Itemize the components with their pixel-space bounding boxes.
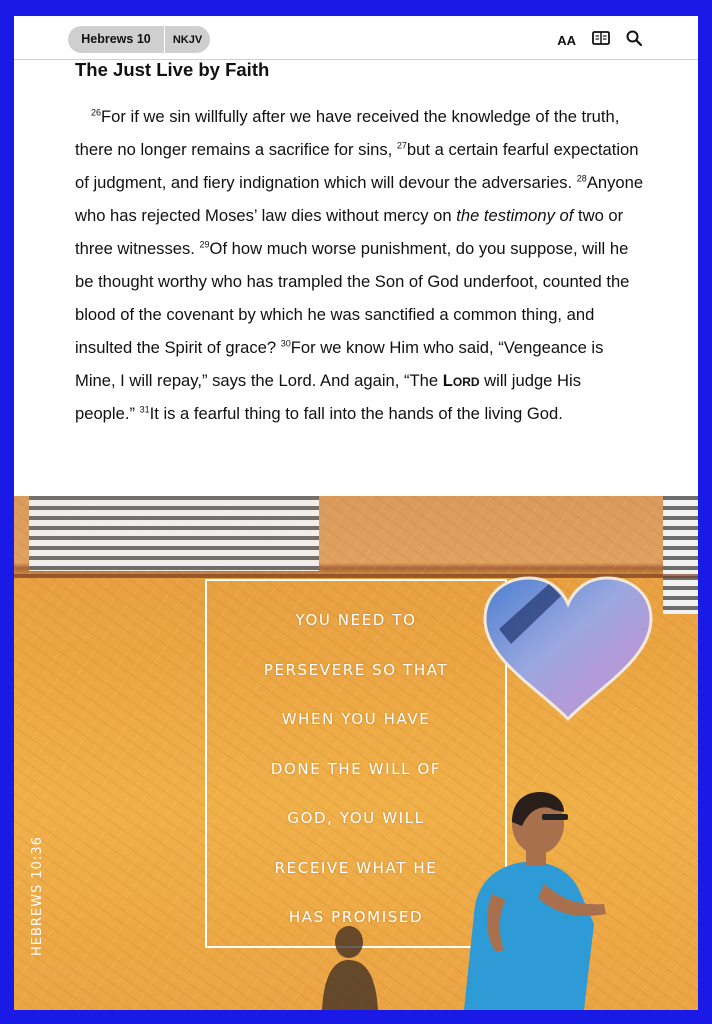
quote-line: GOD, YOU WILL	[287, 809, 425, 827]
book-icon[interactable]	[592, 31, 610, 50]
search-icon[interactable]	[626, 30, 642, 51]
quote-line: HAS PROMISED	[288, 908, 424, 926]
text-size-icon[interactable]: AA	[557, 33, 576, 48]
scripture-passage	[75, 100, 645, 430]
verse-number[interactable]: 30	[280, 338, 291, 349]
version-button[interactable]: NKJV	[172, 33, 203, 46]
quote-line: RECEIVE WHAT HE	[274, 858, 438, 877]
verse-text: two or three witnesses.	[75, 206, 624, 258]
verse-text: It is a fearful thing to fall into the hands of the living God.	[149, 404, 563, 423]
quote-line: YOU NEED TO	[295, 611, 417, 629]
heart-icon	[479, 574, 657, 724]
verse-reference: HEBREWS 10:36	[30, 836, 45, 956]
runner-shadow	[314, 924, 384, 1010]
verse-text: For we know Him who said, “Vengeance is Mine, I will repay,” says the Lord. And again, “The	[75, 338, 604, 390]
top-toolbar	[14, 16, 698, 60]
verse-number[interactable]: 29	[199, 239, 210, 250]
chapter-version-selector[interactable]	[68, 26, 210, 53]
verse-number[interactable]: 31	[139, 404, 150, 415]
lord-smallcaps: Lord	[442, 371, 480, 390]
verse-text: will judge His people.”	[75, 371, 581, 423]
book-chapter-button[interactable]: Hebrews 10	[68, 26, 165, 53]
quote-line: WHEN YOU HAVE	[281, 710, 431, 728]
vent-right	[663, 496, 698, 614]
quote-line: DONE THE WILL OF	[270, 759, 442, 778]
verse-text: Anyone who has rejected Moses’ law dies without mercy on	[75, 173, 644, 225]
verse-image[interactable]	[14, 496, 698, 1010]
verse-number[interactable]: 27	[396, 140, 407, 151]
quote-line: PERSEVERE SO THAT	[263, 660, 449, 679]
verse-text: For if we sin willfully after we have received the knowledge of the truth, there no longer remains a sacrifice for sins,	[75, 107, 620, 159]
verse-italic-text: the testimony of	[456, 206, 574, 225]
app-window	[14, 16, 698, 1010]
verse-number[interactable]: 28	[576, 173, 587, 184]
toolbar-actions	[557, 30, 642, 51]
verse-text: but a certain fearful expectation of judgment, and fiery indignation which will devour the adversaries.	[75, 140, 639, 192]
verse-text: Of how much worse punishment, do you suppose, will he be thought worthy who has trampled the Son of God underfoot, counted the blood of the covenant by which he was sanctified a common thing, and insulted the Spirit of grace?	[75, 239, 630, 357]
verse-number[interactable]: 26	[91, 107, 102, 118]
runner-figure	[434, 774, 634, 1010]
vent-left	[29, 496, 319, 571]
section-heading: The Just Live by Faith	[75, 59, 270, 80]
